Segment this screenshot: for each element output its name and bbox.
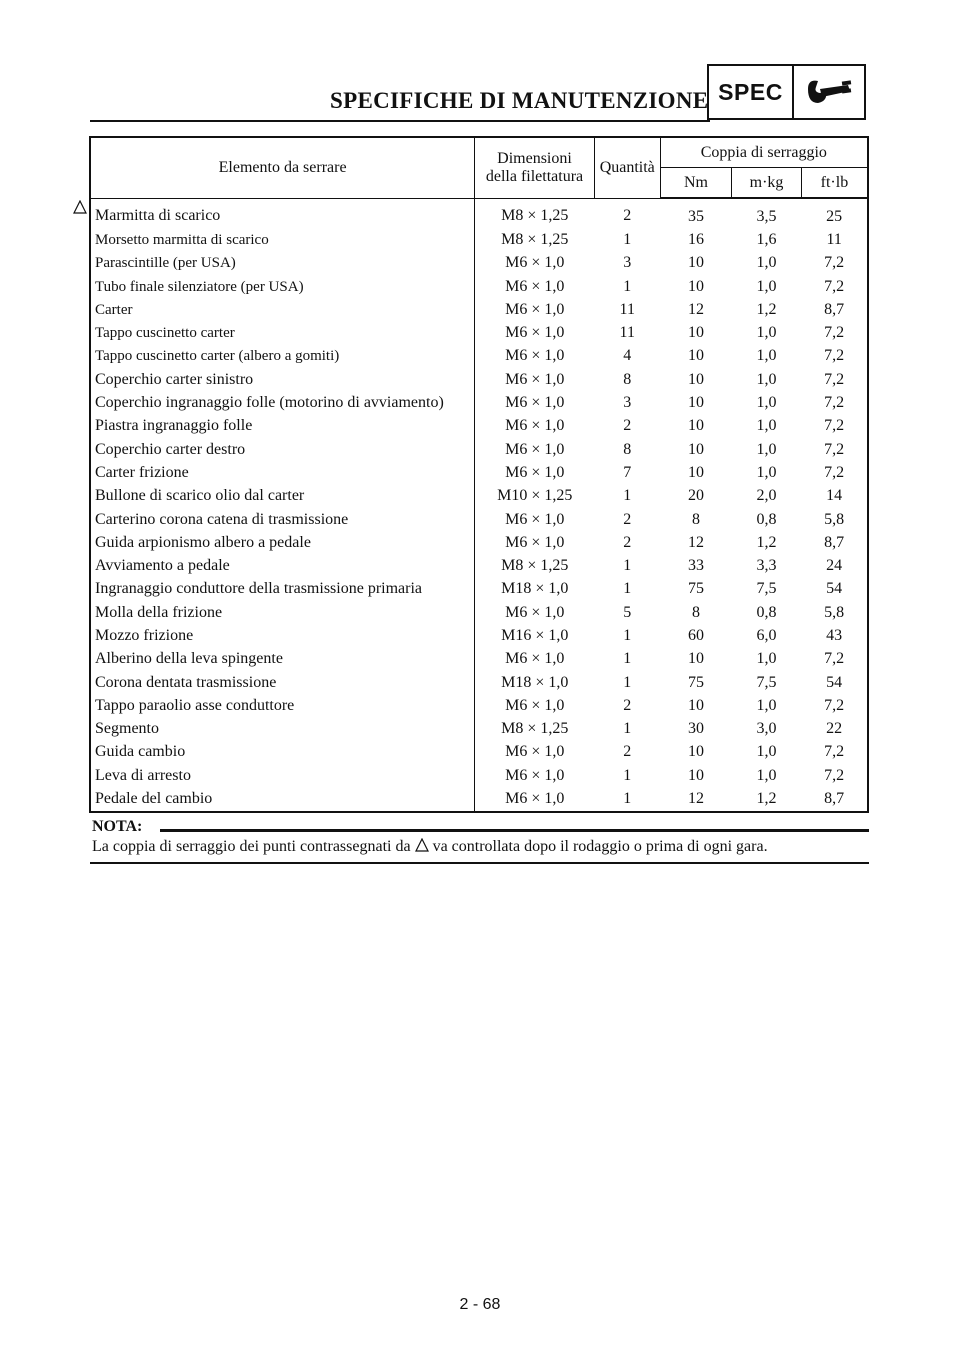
table-row: [90, 531, 868, 554]
qty-cell: 3: [623, 254, 632, 272]
qty-cell: 1: [623, 230, 632, 248]
table-row: [90, 787, 868, 811]
mkg-cell: 1,6: [756, 230, 777, 248]
item-cell: Coperchio ingranaggio folle (motorino di avviamento): [90, 391, 475, 414]
item-cell: Carter frizione: [90, 461, 475, 484]
nm-cell: 8: [691, 603, 700, 621]
ftlb-cell: 7,2: [824, 277, 845, 295]
nm-cell: 30: [687, 720, 704, 738]
item-cell: Tubo finale silenziatore (per USA): [90, 275, 475, 298]
note-text-after: va controllata dopo il rodaggio o prima di ogni gara.: [432, 838, 768, 855]
nm-cell: 12: [687, 300, 704, 318]
item-cell: Ingranaggio conduttore della trasmissione primaria: [90, 578, 475, 601]
thread-cell: M8 × 1,25: [501, 557, 569, 575]
thread-cell: M8 × 1,25: [501, 720, 569, 738]
thread-cell: M6 × 1,0: [505, 277, 565, 295]
item-cell: Bullone di scarico olio dal carter: [90, 485, 475, 508]
thread-cell: M6 × 1,0: [505, 254, 565, 272]
qty-cell: 1: [623, 720, 632, 738]
header-rule: [90, 120, 710, 122]
qty-cell: 2: [623, 533, 632, 551]
table-row: [90, 438, 868, 461]
thread-cell: M6 × 1,0: [505, 533, 565, 551]
qty-cell: 2: [623, 510, 632, 528]
qty-cell: 1: [623, 277, 632, 295]
qty-cell: 8: [623, 370, 632, 388]
table-row: [90, 461, 868, 484]
item-cell: Piastra ingranaggio folle: [90, 415, 475, 438]
header-thread-line1: Dimensioni: [497, 149, 572, 167]
triangle-marker-icon: [415, 838, 429, 857]
qty-cell: 1: [623, 766, 632, 784]
note-rule: [160, 829, 869, 832]
mkg-cell: 1,0: [756, 347, 777, 365]
mkg-cell: 7,5: [756, 673, 777, 691]
mkg-cell: 3,5: [756, 207, 777, 225]
nm-cell: 20: [687, 487, 704, 505]
ftlb-cell: 7,2: [824, 324, 845, 342]
nm-cell: 75: [687, 580, 704, 598]
ftlb-cell: 7,2: [824, 254, 845, 272]
ftlb-cell: 22: [826, 720, 843, 738]
ftlb-cell: 7,2: [824, 463, 845, 481]
ftlb-cell: 43: [826, 626, 843, 644]
item-cell: Guida arpionismo albero a pedale: [90, 531, 475, 554]
nm-cell: 33: [687, 557, 704, 575]
item-cell: Corona dentata trasmissione: [90, 671, 475, 694]
qty-cell: 1: [623, 626, 632, 644]
mkg-cell: 1,2: [756, 300, 777, 318]
wrench-icon: [794, 66, 864, 118]
mkg-cell: 3,0: [756, 720, 777, 738]
table-row: [90, 508, 868, 531]
qty-cell: 3: [623, 394, 632, 412]
header-thread-line2: della filettatura: [485, 167, 584, 185]
ftlb-cell: 8,7: [824, 533, 845, 551]
item-cell: Molla della frizione: [90, 601, 475, 624]
ftlb-cell: 7,2: [824, 696, 845, 714]
mkg-cell: 7,5: [756, 580, 777, 598]
table-row: [90, 298, 868, 321]
mkg-cell: 1,2: [756, 790, 777, 808]
qty-cell: 1: [623, 580, 632, 598]
thread-cell: M6 × 1,0: [505, 300, 565, 318]
item-cell: Coperchio carter destro: [90, 438, 475, 461]
ftlb-cell: 54: [826, 580, 843, 598]
item-cell: Avviamento a pedale: [90, 554, 475, 577]
qty-cell: 2: [623, 743, 632, 761]
nm-cell: 10: [687, 324, 704, 342]
mkg-cell: 0,8: [756, 510, 777, 528]
thread-cell: M6 × 1,0: [505, 766, 565, 784]
thread-cell: M18 × 1,0: [501, 673, 569, 691]
table-row: [90, 554, 868, 577]
item-cell: Marmitta di scarico: [90, 198, 475, 228]
ftlb-cell: 24: [826, 557, 843, 575]
item-cell: Segmento: [90, 718, 475, 741]
nm-cell: 60: [687, 626, 704, 644]
thread-cell: M6 × 1,0: [505, 650, 565, 668]
torque-table-body: [90, 198, 868, 812]
table-row: [90, 198, 868, 228]
ftlb-cell: 7,2: [824, 347, 845, 365]
nm-cell: 10: [687, 394, 704, 412]
thread-cell: M6 × 1,0: [505, 394, 565, 412]
table-row: [90, 578, 868, 601]
thread-cell: M6 × 1,0: [505, 347, 565, 365]
spec-badge-label: SPEC: [709, 66, 794, 118]
header-thread: [475, 137, 595, 198]
ftlb-cell: 7,2: [824, 417, 845, 435]
thread-cell: M6 × 1,0: [505, 743, 565, 761]
mkg-cell: 1,0: [756, 696, 777, 714]
qty-cell: 1: [623, 673, 632, 691]
header-item: Elemento da serrare: [90, 137, 475, 198]
thread-cell: M10 × 1,25: [497, 487, 573, 505]
nm-cell: 10: [687, 463, 704, 481]
ftlb-cell: 7,2: [824, 370, 845, 388]
thread-cell: M6 × 1,0: [505, 696, 565, 714]
ftlb-cell: 7,2: [824, 766, 845, 784]
header-qty: Quantità: [594, 137, 660, 198]
qty-cell: 2: [623, 696, 632, 714]
nm-cell: 10: [687, 347, 704, 365]
mkg-cell: 1,0: [756, 766, 777, 784]
table-row: [90, 648, 868, 671]
item-cell: Carterino corona catena di trasmissione: [90, 508, 475, 531]
qty-cell: 1: [623, 650, 632, 668]
ftlb-cell: 11: [826, 230, 842, 248]
table-row: [90, 228, 868, 251]
torque-table: [89, 136, 869, 813]
qty-cell: 1: [623, 790, 632, 808]
item-cell: Pedale del cambio: [90, 787, 475, 811]
qty-cell: 2: [623, 417, 632, 435]
table-row: [90, 741, 868, 764]
qty-cell: 11: [619, 300, 635, 318]
ftlb-cell: 14: [826, 487, 843, 505]
thread-cell: M8 × 1,25: [501, 207, 569, 225]
mkg-cell: 1,0: [756, 440, 777, 458]
nm-cell: 10: [687, 370, 704, 388]
table-row: [90, 345, 868, 368]
table-row: [90, 252, 868, 275]
mkg-cell: 1,0: [756, 324, 777, 342]
table-row: [90, 485, 868, 508]
mkg-cell: 1,0: [756, 650, 777, 668]
header-mkg: m·kg: [732, 168, 802, 199]
nm-cell: 10: [687, 766, 704, 784]
mkg-cell: 1,0: [756, 463, 777, 481]
thread-cell: M6 × 1,0: [505, 510, 565, 528]
qty-cell: 7: [623, 463, 632, 481]
table-row: [90, 275, 868, 298]
nm-cell: 8: [691, 510, 700, 528]
item-cell: Coperchio carter sinistro: [90, 368, 475, 391]
item-cell: Mozzo frizione: [90, 624, 475, 647]
thread-cell: M6 × 1,0: [505, 370, 565, 388]
spec-badge: [707, 64, 866, 120]
qty-cell: 1: [623, 557, 632, 575]
item-cell: Tappo paraolio asse conduttore: [90, 694, 475, 717]
mkg-cell: 1,0: [756, 370, 777, 388]
nm-cell: 75: [687, 673, 704, 691]
mkg-cell: 1,0: [756, 394, 777, 412]
thread-cell: M16 × 1,0: [501, 626, 569, 644]
mkg-cell: 3,3: [756, 557, 777, 575]
item-cell: Leva di arresto: [90, 764, 475, 787]
note-bottom-rule: [90, 862, 869, 864]
table-row: [90, 415, 868, 438]
thread-cell: M18 × 1,0: [501, 580, 569, 598]
nm-cell: 35: [687, 207, 704, 225]
qty-cell: 1: [623, 487, 632, 505]
mkg-cell: 2,0: [756, 487, 777, 505]
qty-cell: 11: [619, 324, 635, 342]
mkg-cell: 1,2: [756, 533, 777, 551]
header-torque-group: Coppia di serraggio: [660, 137, 868, 168]
thread-cell: M6 × 1,0: [505, 463, 565, 481]
item-cell: Morsetto marmitta di scarico: [90, 228, 475, 251]
mkg-cell: 0,8: [756, 603, 777, 621]
thread-cell: M8 × 1,25: [501, 230, 569, 248]
ftlb-cell: 7,2: [824, 743, 845, 761]
nm-cell: 10: [687, 277, 704, 295]
page-title: SPECIFICHE DI MANUTENZIONE: [330, 88, 709, 113]
item-cell: Parascintille (per USA): [90, 252, 475, 275]
ftlb-cell: 8,7: [824, 300, 845, 318]
table-row: [90, 601, 868, 624]
nm-cell: 10: [687, 743, 704, 761]
thread-cell: M6 × 1,0: [505, 603, 565, 621]
item-cell: Alberino della leva spingente: [90, 648, 475, 671]
qty-cell: 4: [623, 347, 632, 365]
nm-cell: 12: [687, 790, 704, 808]
table-row: [90, 764, 868, 787]
item-cell: Tappo cuscinetto carter: [90, 321, 475, 344]
table-row: [90, 671, 868, 694]
table-row: [90, 718, 868, 741]
ftlb-cell: 8,7: [824, 790, 845, 808]
table-row: [90, 368, 868, 391]
table-row: [90, 624, 868, 647]
ftlb-cell: 7,2: [824, 650, 845, 668]
note-text: [92, 838, 768, 857]
nm-cell: 10: [687, 254, 704, 272]
qty-cell: 5: [623, 603, 632, 621]
note-text-before: La coppia di serraggio dei punti contrassegnati da: [92, 838, 411, 855]
thread-cell: M6 × 1,0: [505, 417, 565, 435]
table-row: [90, 694, 868, 717]
nm-cell: 10: [687, 417, 704, 435]
page-number: 2 - 68: [459, 1296, 501, 1313]
thread-cell: M6 × 1,0: [505, 324, 565, 342]
table-row: [90, 321, 868, 344]
nm-cell: 10: [687, 696, 704, 714]
nm-cell: 12: [687, 533, 704, 551]
table-row: [90, 391, 868, 414]
ftlb-cell: 5,8: [824, 510, 845, 528]
qty-cell: 8: [623, 440, 632, 458]
ftlb-cell: 7,2: [824, 394, 845, 412]
mkg-cell: 1,0: [756, 254, 777, 272]
mkg-cell: 1,0: [756, 277, 777, 295]
mkg-cell: 1,0: [756, 417, 777, 435]
ftlb-cell: 5,8: [824, 603, 845, 621]
qty-cell: 2: [623, 207, 632, 225]
mkg-cell: 1,0: [756, 743, 777, 761]
item-cell: Tappo cuscinetto carter (albero a gomiti): [90, 345, 475, 368]
note-label: NOTA:: [92, 818, 143, 835]
nm-cell: 10: [687, 650, 704, 668]
mkg-cell: 6,0: [756, 626, 777, 644]
nm-cell: 16: [687, 230, 704, 248]
ftlb-cell: 7,2: [824, 440, 845, 458]
thread-cell: M6 × 1,0: [505, 440, 565, 458]
item-cell: Guida cambio: [90, 741, 475, 764]
ftlb-cell: 25: [826, 207, 843, 225]
triangle-marker-icon: [73, 200, 87, 214]
thread-cell: M6 × 1,0: [505, 790, 565, 808]
header-ftlb: ft·lb: [801, 168, 868, 199]
header-nm: Nm: [660, 168, 732, 199]
nm-cell: 10: [687, 440, 704, 458]
ftlb-cell: 54: [826, 673, 843, 691]
item-cell: Carter: [90, 298, 475, 321]
